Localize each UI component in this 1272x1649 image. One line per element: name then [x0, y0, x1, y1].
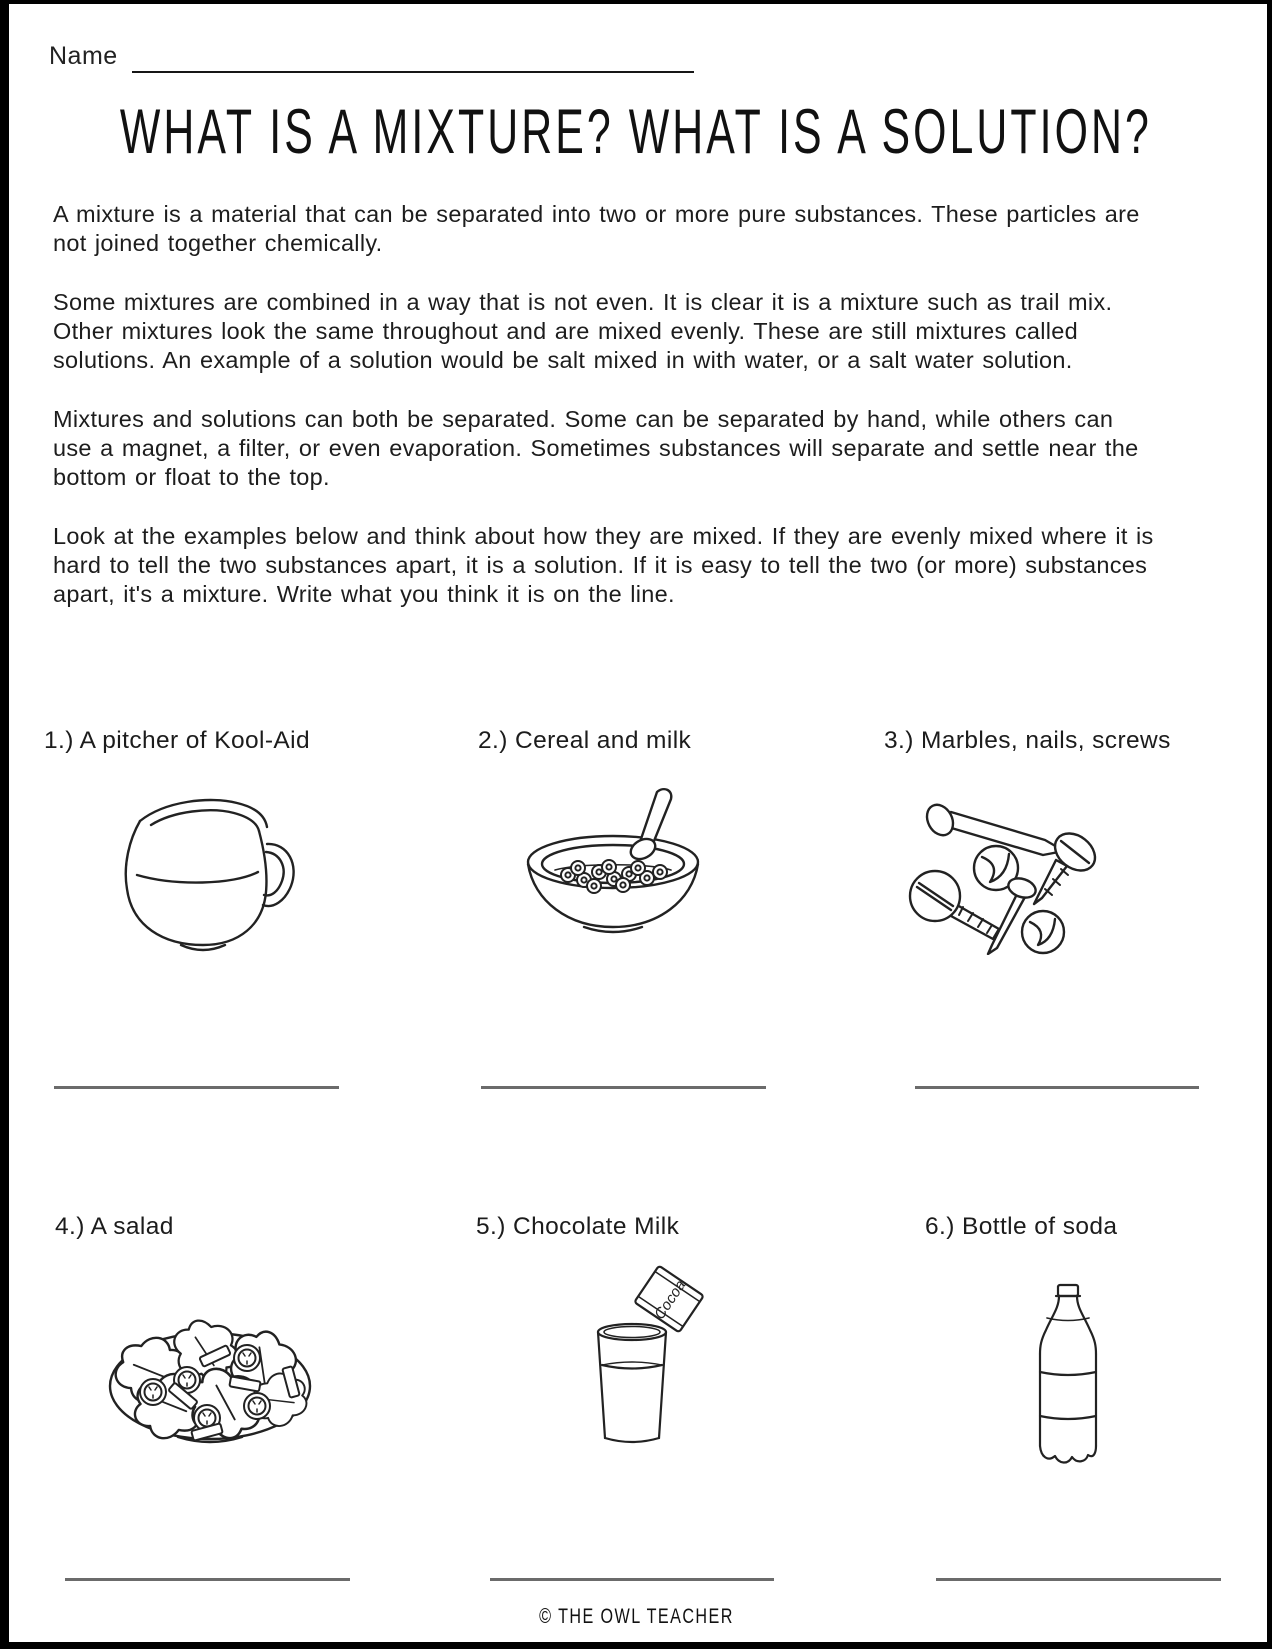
- page-title: [0, 96, 1272, 167]
- paragraph-2: Some mixtures are combined in a way that is not even. It is clear it is a mixture such as trail mix. Other mixtures look the same throughout and are mixed evenly. These are still mixtures called solutions. An example of a solution would be salt mixed in with water, or a salt water solution.: [53, 289, 1113, 373]
- footer: [0, 1604, 1272, 1628]
- footer-credit: © THE OWL TEACHER: [538, 1604, 734, 1628]
- item-2-answer-line[interactable]: [481, 1086, 766, 1089]
- item-1-label: 1.) A pitcher of Kool-Aid: [44, 727, 311, 754]
- paragraph-3: Mixtures and solutions can both be separated. Some can be separated by hand, while others can use a magnet, a filter, or even evaporation. Sometimes substances will separate and settle near the bottom or float to the top.: [53, 406, 1139, 490]
- page-title-text: WHAT IS A MIXTURE? WHAT IS A SOLUTION?: [120, 96, 1152, 167]
- soda-bottle-illustration: [1028, 1280, 1108, 1470]
- item-3-answer-line[interactable]: [915, 1086, 1199, 1089]
- paragraph-1: A mixture is a material that can be separated into two or more pure substances. These particles are not joined together chemically.: [53, 201, 1140, 256]
- cereal-bowl-icon: [510, 782, 720, 942]
- soda-bottle-icon: [1028, 1280, 1108, 1470]
- chocolate-milk-icon: [572, 1262, 712, 1447]
- item-5-label: 5.) Chocolate Milk: [476, 1213, 680, 1240]
- marbles-nails-screws-icon: [893, 795, 1103, 955]
- cocoa-packet-label: Cocoa: [651, 1277, 690, 1323]
- pitcher-icon: [115, 788, 305, 958]
- cereal-bowl-illustration: [510, 782, 720, 942]
- item-4-label: 4.) A salad: [55, 1213, 174, 1240]
- item-3-label: 3.) Marbles, nails, screws: [884, 727, 1171, 754]
- intro-text: [53, 200, 1159, 639]
- item-6-label: 6.) Bottle of soda: [925, 1213, 1118, 1240]
- item-2-label: 2.) Cereal and milk: [478, 727, 692, 754]
- name-label: Name: [49, 42, 118, 70]
- chocolate-milk-illustration: [572, 1262, 712, 1447]
- pitcher-illustration: [115, 788, 305, 958]
- name-write-line[interactable]: [132, 71, 694, 73]
- item-1-answer-line[interactable]: [54, 1086, 339, 1089]
- salad-illustration: [95, 1288, 325, 1458]
- item-4-answer-line[interactable]: [65, 1578, 350, 1581]
- item-6-answer-line[interactable]: [936, 1578, 1221, 1581]
- paragraph-4: Look at the examples below and think about how they are mixed. If they are evenly mixed where it is hard to tell the two substances apart, it is a solution. If it is easy to tell the two (or more) substances apart, it's a mixture. Write what you think it is on the line.: [53, 523, 1154, 607]
- hardware-illustration: [893, 795, 1103, 955]
- salad-icon: [95, 1288, 325, 1458]
- item-5-answer-line[interactable]: [490, 1578, 774, 1581]
